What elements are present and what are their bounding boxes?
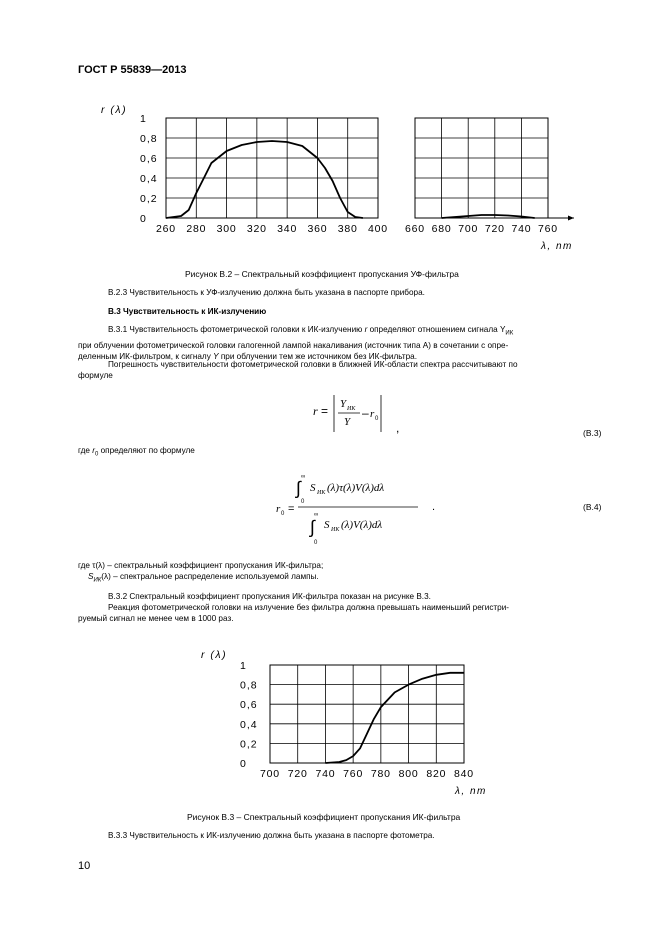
figure-b2-xlabel: λ, nm	[541, 241, 573, 252]
svg-text:–: –	[362, 406, 369, 420]
svg-text:r: r	[313, 404, 318, 418]
y-tick-label: 0,8	[140, 133, 158, 145]
svg-text:ИК: ИК	[317, 490, 326, 496]
paragraph-b33: В.3.3 Чувствительность к ИК-излучению должна быть указана в паспорте фотометра.	[108, 831, 435, 840]
svg-text:(λ)V(λ)dλ: (λ)V(λ)dλ	[341, 519, 383, 531]
x-tick-label: 840	[454, 768, 474, 780]
x-tick-label: 760	[538, 223, 558, 235]
x-tick-label: 660	[405, 223, 425, 235]
x-tick-label: 800	[398, 768, 419, 780]
svg-text:0: 0	[301, 499, 305, 505]
paragraph-where-r0: где $r_0$ определяют по формуле	[78, 446, 195, 458]
x-tick-label: 720	[287, 768, 308, 780]
y-tick-label: 0,6	[240, 699, 258, 712]
x-tick-label: 780	[370, 768, 391, 780]
x-tick-label: 280	[186, 223, 207, 235]
y-tick-label: 0	[140, 213, 147, 225]
paragraph-reaction: Реакция фотометрической головки на излучение без фильтра должна превышать наименьший регистри- руемый сигнал не менее чем в 1000 раз.	[78, 603, 510, 624]
page-number: 10	[78, 860, 91, 872]
svg-text:S: S	[310, 482, 316, 494]
equation-number-b3: (В.3)	[583, 428, 602, 438]
x-tick-label: 820	[426, 768, 447, 780]
x-tick-label: 760	[343, 768, 364, 780]
x-tick-label: 700	[458, 223, 479, 235]
svg-text:,: ,	[396, 421, 400, 435]
svg-text:=: =	[321, 404, 329, 418]
y-tick-label: 0,4	[140, 173, 158, 185]
paragraph-b32: В.3.2 Спектральный коэффициент пропускания ИК-фильтра показан на рисунке В.3.	[108, 592, 431, 601]
x-tick-label: 740	[315, 768, 336, 780]
definition-s: $S_{ИК}(\lambda)$ – спектральное распределение используемой лампы.	[88, 572, 319, 584]
svg-text:(λ)τ(λ)V(λ)dλ: (λ)τ(λ)V(λ)dλ	[327, 482, 385, 494]
series-curve	[325, 673, 464, 763]
x-tick-label: 700	[260, 768, 280, 780]
x-tick-label: 360	[307, 223, 328, 235]
svg-text:ИК: ИК	[347, 406, 356, 412]
svg-text:0: 0	[314, 540, 318, 546]
figure-b3-xlabel: λ, nm	[455, 786, 487, 797]
figure-b3-caption: Рисунок В.3 – Спектральный коэффициент пропускания ИК-фильтра	[187, 812, 461, 822]
svg-text:∫: ∫	[310, 517, 315, 537]
figure-b3-chart	[240, 660, 474, 780]
y-tick-label: 0,8	[240, 679, 258, 692]
y-tick-label: 0,2	[240, 738, 258, 751]
svg-text:∞: ∞	[314, 512, 319, 518]
y-tick-label: 0,6	[140, 153, 158, 165]
x-tick-label: 400	[368, 223, 388, 235]
y-tick-label: 0,4	[240, 718, 258, 731]
y-tick-label: 0	[240, 758, 247, 770]
svg-text:=: =	[288, 503, 295, 515]
document-header: ГОСТ Р 55839—2013	[78, 64, 187, 76]
y-tick-label: 1	[240, 660, 247, 672]
x-tick-label: 720	[484, 223, 505, 235]
paragraph-b23: В.2.3 Чувствительность к УФ-излучению должна быть указана в паспорте прибора.	[108, 288, 425, 297]
figure-b2-ylabel: r (λ)	[101, 104, 128, 116]
svg-text:Y: Y	[344, 416, 351, 428]
svg-text:Y: Y	[340, 398, 347, 410]
svg-text:∞: ∞	[301, 474, 306, 480]
x-tick-label: 320	[246, 223, 267, 235]
figure-b3-ylabel: r (λ)	[201, 649, 228, 661]
plot-frame	[270, 665, 464, 763]
x-tick-label: 380	[337, 223, 358, 235]
svg-text:0: 0	[281, 511, 285, 517]
heading-b3: В.3 Чувствительность к ИК-излучению	[108, 307, 267, 316]
y-tick-label: 0,2	[140, 193, 158, 205]
svg-text:0: 0	[375, 416, 379, 422]
x-tick-label: 300	[216, 223, 237, 235]
svg-text:r: r	[370, 408, 375, 420]
definition-tau: где τ(λ) – спектральный коэффициент пропускания ИК-фильтра;	[78, 561, 324, 570]
x-tick-label: 680	[431, 223, 452, 235]
equation-number-b4: (В.4)	[583, 502, 602, 512]
svg-text:ИК: ИК	[331, 527, 340, 533]
x-tick-label: 740	[511, 223, 532, 235]
svg-text:S: S	[324, 519, 330, 531]
x-tick-label: 340	[277, 223, 298, 235]
svg-text:∫: ∫	[296, 478, 301, 498]
paragraph-b31: В.3.1 Чувствительность фотометрической головки к ИК-излучению r определяют отношением сигнала $Y_{ИК}$ при облучении фотометрической головки галогенной лампой накаливания (источник типа А) в сочетании с опре- деленным ИК-фильтром, к сигналу Y при облучении тем же источником без ИК-фильтра.	[78, 325, 514, 362]
x-tick-label: 260	[156, 223, 176, 235]
svg-text:.: .	[432, 501, 436, 513]
y-tick-label: 1	[140, 113, 147, 125]
paragraph-error: Погрешность чувствительности фотометрической головки в ближней ИК-области спектра рассчитывают по формуле	[78, 360, 518, 381]
figure-b2-caption: Рисунок В.2 – Спектральный коэффициент пропускания УФ-фильтра	[185, 269, 459, 279]
svg-text:r: r	[276, 503, 281, 515]
